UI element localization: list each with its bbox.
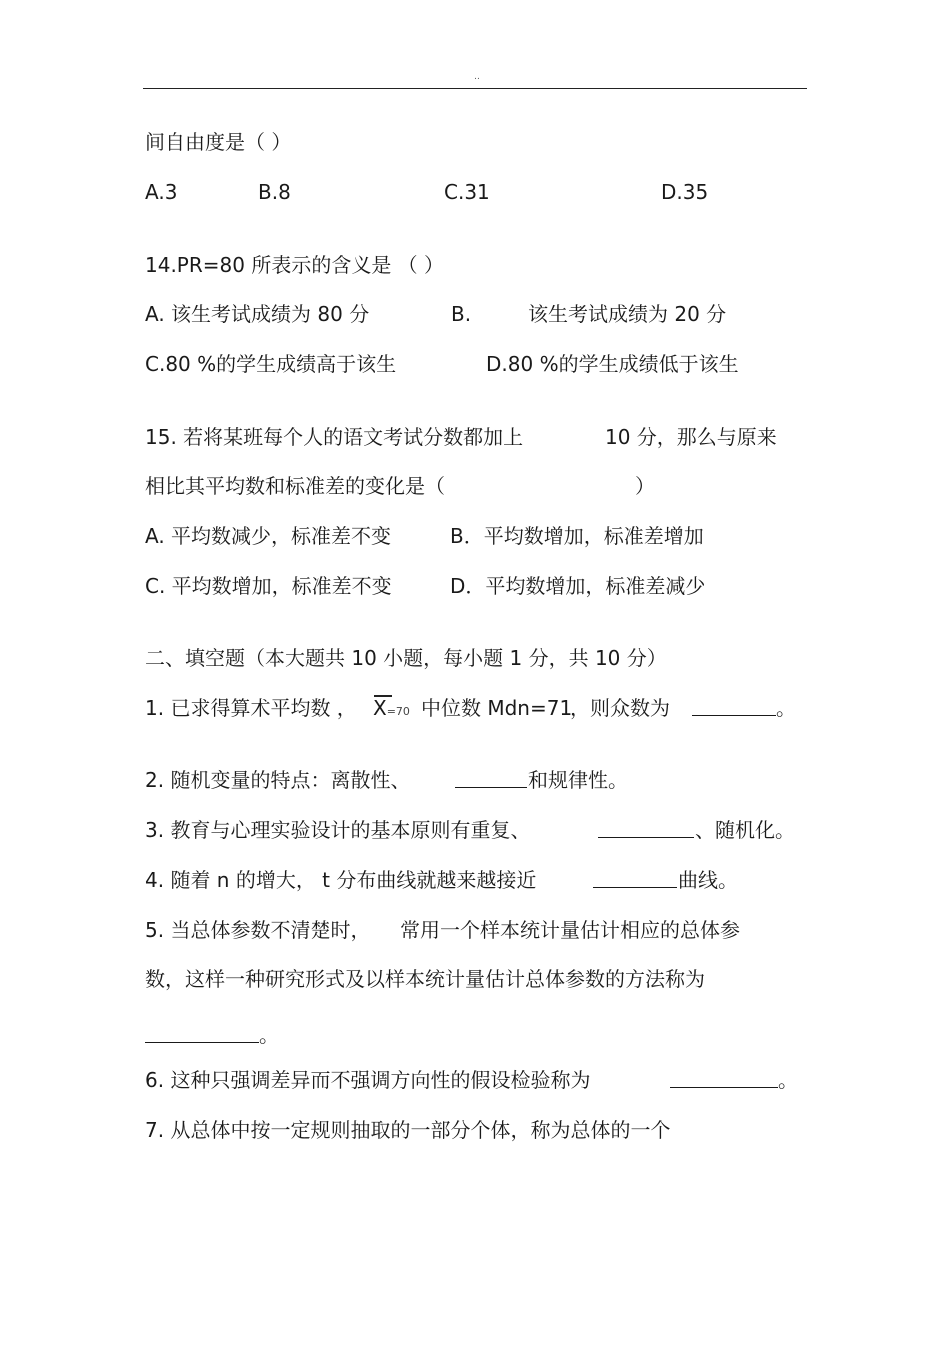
q13-option-d: D.35 [661,180,709,204]
q15-stem-line2: 相比其平均数和标准差的变化是（ ） [145,474,655,498]
fill-6: 6. 这种只强调差异而不强调方向性的假设检验称为 。 [145,1065,815,1095]
q15-option-c: C. 平均数增加，标准差不变 [145,574,392,598]
q14-options-cd [145,349,815,379]
header-mark: .. [474,72,480,82]
q15-options-cd [145,571,815,601]
fill-5-line1: 5. 当总体参数不清楚时， 常用一个样本统计量估计相应的总体参 [145,918,740,942]
fill-4: 4. 随着 n 的增大， t 分布曲线就越来越接近 曲线。 [145,865,815,895]
fill-1-blank [692,693,776,724]
q13-option-c: C.31 [444,180,490,204]
q13-option-a: A.3 [145,180,178,204]
fill-6-blank [670,1065,778,1096]
header-rule [143,88,807,89]
fill-7: 7. 从总体中按一定规则抽取的一部分个体，称为总体的一个 [145,1118,671,1142]
fill-3: 3. 教育与心理实验设计的基本原则有重复、 、随机化。 [145,815,815,845]
fill-3-blank [598,815,694,846]
q13-stem-tail: 间自由度是（ ） [145,130,292,154]
q14-option-b-letter: B. [451,302,472,326]
q15-option-b: B．平均数增加，标准差增加 [450,524,704,548]
q15-option-a: A. 平均数减少，标准差不变 [145,524,392,548]
fill-5-blank [145,1020,259,1051]
section2-title: 二、填空题（本大题共 10 小题，每小题 1 分，共 10 分） [145,646,667,670]
fill-5-line3: 。 [145,1020,815,1050]
q15-option-d: D．平均数增加，标准差减少 [450,574,706,598]
q14-option-d: D.80 %的学生成绩低于该生 [486,352,739,376]
fill-5-line2: 数，这样一种研究形式及以样本统计量估计总体参数的方法称为 [145,967,705,991]
q14-option-b: 该生考试成绩为 20 分 [528,302,727,326]
q14-option-a: A. 该生考试成绩为 80 分 [145,302,370,326]
x-bar-symbol: X=70 [373,696,410,720]
fill-2: 2. 随机变量的特点：离散性、 和规律性。 [145,765,815,795]
fill-1: 1. 已求得算术平均数 ， X=70 中位数 Mdn=71 ，则众数为 。 [145,693,815,723]
q14-option-c: C.80 %的学生成绩高于该生 [145,352,397,376]
q14-options-ab [145,299,815,329]
q15-options-ab [145,521,815,551]
q14-stem: 14.PR=80 所表示的含义是 （ ） [145,253,445,277]
fill-2-blank [455,765,527,796]
q13-options [145,177,815,207]
fill-4-blank [593,865,677,896]
q13-option-b: B.8 [258,180,291,204]
q15-stem-line1: 15. 若将某班每个人的语文考试分数都加上 10 分，那么与原来 [145,425,777,449]
